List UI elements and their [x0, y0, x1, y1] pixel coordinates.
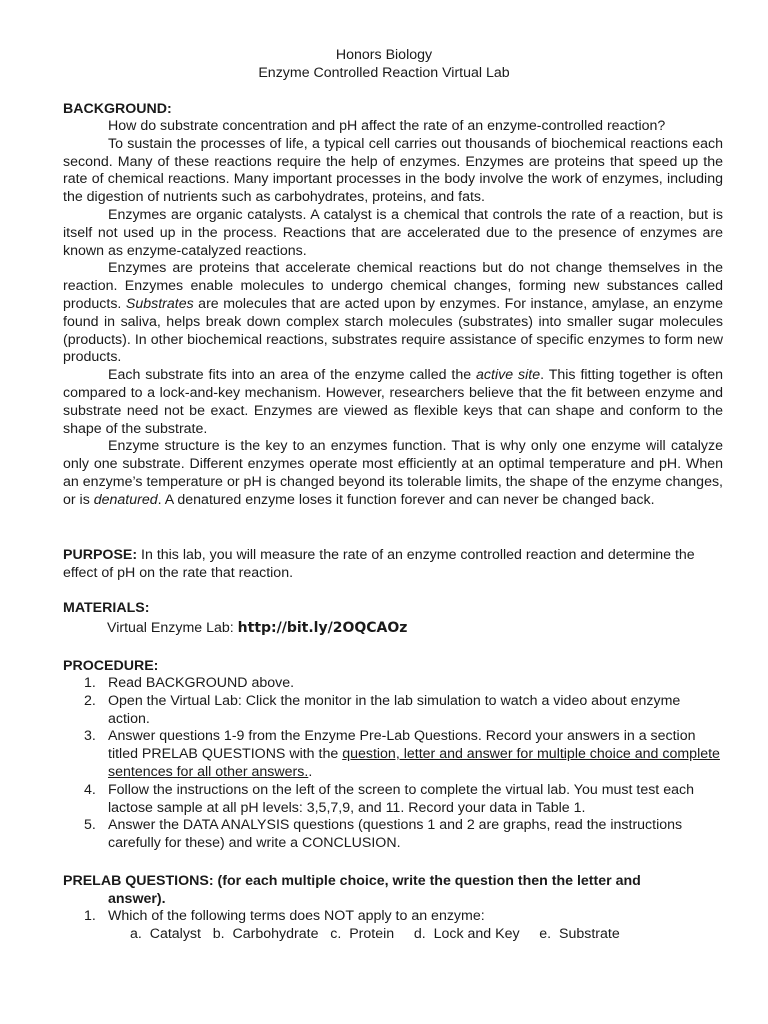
background-p5-text-b: . This fitting together is often compared to a lock-and-key mechanism. However, researchers believe that the fit between enzyme and substrate need not be exact. Enzymes are viewed as flexible keys that can shape and conform to the shape of the substrate. — [63, 367, 723, 437]
materials-item — [107, 620, 407, 638]
background-p2-text: To sustain the processes of life, a typical cell carries out thousands of biochemical reactions each second. Many of these reactions require the help of enzymes. Enzymes are proteins that speed up the rate of chemical reactions. Many important processes in the body involve the work of enzymes, including the digestion of nutrients such as carbohydrates, proteins, and fats. — [63, 135, 723, 206]
prelab-heading — [63, 873, 723, 909]
background-p4-text-a: Enzymes are proteins that accelerate chemical reactions but do not change themselves in the reaction. Enzymes enable molecules to undergo chemical changes, forming new substances called products. — [63, 260, 723, 312]
procedure-step-3 — [63, 728, 723, 781]
background-paragraph-4 — [63, 260, 723, 367]
step-text: Answer the DATA ANALYSIS questions (questions 1 and 2 are graphs, read the instructions carefully for these) and write a CONCLUSION. — [108, 817, 683, 852]
purpose-section — [63, 547, 723, 583]
materials-label: Virtual Enzyme Lab: — [107, 620, 238, 636]
procedure-step-5 — [63, 817, 723, 853]
step-text: Open the Virtual Lab: Click the monitor in the lab simulation to watch a video about enzyme action. — [108, 692, 681, 727]
prelab-question-1 — [84, 908, 485, 926]
background-paragraph-1 — [63, 118, 723, 136]
background-p5-text-a: Each substrate fits into an area of the enzyme called the — [108, 367, 477, 384]
purpose-text: In this lab, you will measure the rate of an enzyme controlled reaction and determine the effect of pH on the rate that reaction. — [63, 547, 695, 581]
question-1-choices: a. Catalyst b. Carbohydrate c. Protein d. Lock and Key e. Substrate — [130, 926, 620, 942]
step-text: Follow the instructions on the left of the screen to complete the virtual lab. You must test each lactose sample at all pH levels: 3,5,7,9, and 11. Record your data in Table 1. — [108, 781, 694, 816]
lab-title: Enzyme Controlled Reaction Virtual Lab — [258, 65, 510, 81]
procedure-step-4 — [63, 782, 723, 818]
prelab-heading-line-2: answer). — [108, 890, 166, 907]
course-title: Honors Biology — [335, 47, 433, 63]
step-number: 3. — [84, 728, 96, 745]
procedure-step-2 — [63, 693, 723, 729]
step-number: 2. — [84, 692, 96, 709]
background-heading: BACKGROUND: — [63, 101, 172, 117]
step-number: 1. — [84, 675, 96, 691]
step-text: Read BACKGROUND above. — [108, 675, 295, 691]
background-paragraph-6 — [63, 438, 723, 509]
step-text: Answer questions 1-9 from the Enzyme Pre-Lab Questions. Record your answers in a section titled PRELAB QUESTIONS with the — [108, 728, 696, 763]
purpose-heading: PURPOSE: — [63, 547, 138, 563]
background-paragraph-3 — [63, 207, 723, 260]
step-text-end: . — [308, 763, 313, 780]
question-text: Which of the following terms does NOT apply to an enzyme: — [108, 908, 485, 924]
procedure-step-1 — [63, 675, 723, 693]
background-p6-text-b: . A denatured enzyme loses it function forever and can never be changed back. — [157, 491, 655, 508]
prelab-heading-line-1: PRELAB QUESTIONS: (for each multiple choice, write the question then the letter and — [63, 873, 641, 889]
step-underlined-text: question, letter and answer for multiple choice and complete sentences for all other answers. — [108, 746, 720, 780]
background-p4-emphasis: Substrates — [125, 295, 194, 312]
background-p5-emphasis: active site — [476, 367, 541, 384]
background-p6-text-a: Enzyme structure is the key to an enzymes function. That is why only one enzyme will catalyze only one substrate. Different enzymes operate most efficiently at an optimal temperature and pH. When an enzyme’s temperature or pH is changed beyond its tolerable limits, the shape of the enzyme changes, or is — [63, 438, 723, 508]
background-p4-text-b: are molecules that are acted upon by enzymes. For instance, amylase, an enzyme found in saliva, helps break down complex starch molecules (substrates) into smaller sugar molecules (products). In other biochemical reactions, substrates require assistance of specific enzymes to form new products. — [63, 295, 723, 366]
question-number: 1. — [84, 908, 96, 924]
virtual-lab-link[interactable]: http://bit.ly/2OQCAOz — [237, 620, 408, 636]
procedure-heading: PROCEDURE: — [63, 658, 159, 674]
background-paragraph-2 — [63, 136, 723, 207]
background-p1-text: How do substrate concentration and pH affect the rate of an enzyme-controlled reaction? — [108, 118, 666, 134]
procedure-list — [63, 675, 723, 853]
background-p3-text: Enzymes are organic catalysts. A catalyst is a chemical that controls the rate of a reaction, but is itself not used up in the process. Reactions that are accelerated due to the presence of enzymes are known as enzyme-catalyzed reactions. — [63, 206, 723, 259]
background-p6-emphasis: denatured — [93, 491, 158, 508]
background-body — [63, 118, 723, 510]
materials-heading: MATERIALS: — [63, 600, 150, 616]
step-number: 5. — [84, 817, 96, 834]
step-number: 4. — [84, 781, 96, 798]
background-paragraph-5 — [63, 367, 723, 438]
